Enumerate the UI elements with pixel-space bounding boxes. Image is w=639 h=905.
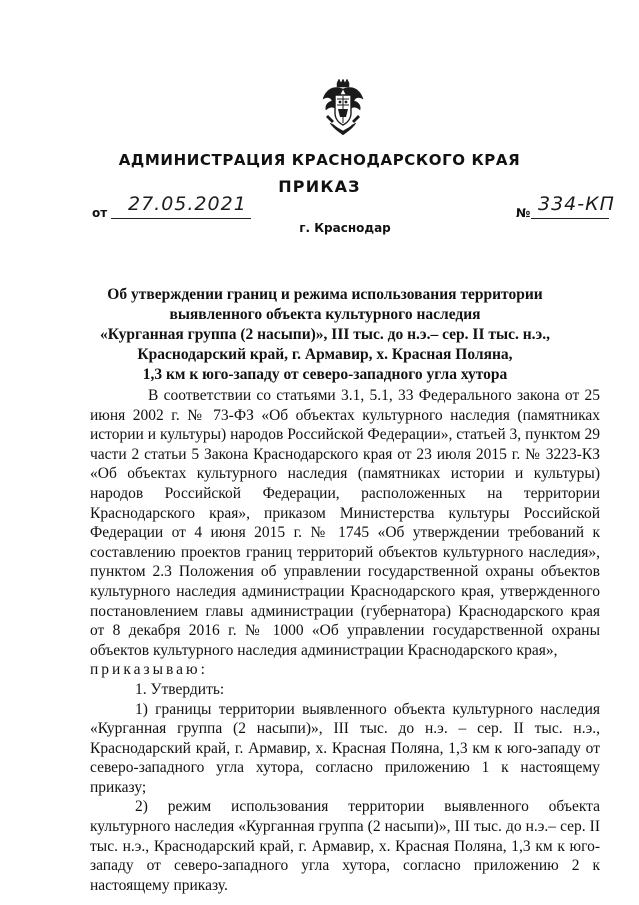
- item-1: 1. Утвердить:: [135, 680, 225, 698]
- document-title: [95, 285, 555, 385]
- coat-of-arms-icon: [322, 79, 364, 135]
- title-line: Краснодарский край, г. Армавир, х. Красная Поляна,: [137, 346, 513, 363]
- number-underline: [531, 218, 609, 219]
- number-value: 334-КП: [538, 193, 615, 215]
- title-line: 1,3 км к юго-западу от северо-западного угла хутора: [142, 366, 508, 383]
- item-1-2: 2) режим использования территории выявленного объекта культурного наследия «Курганная группа (2 насыпи)», III тыс. до н.э.– сер. II тыс. н.э., Краснодарский край, г. Армавир, х. Красная Поляна, 1,3 км к юго-западу от северо-западного угла хутора, согласно приложению 2 к настоящему приказу.: [90, 798, 600, 894]
- preamble-paragraph: В соответствии со статьями 3.1, 5.1, 33 Федерального закона от 25 июня 2002 г. № 73-ФЗ «Об объектах культурного наследия (памятниках истории и культуры) народов Российской Федерации», статьей 3, пунктом 29 части 2 статьи 5 Закона Краснодарского края от 23 июля 2015 г. № 3223-КЗ «Об объектах культурного наследия (памятниках истории и культуры) народов Российской Федерации, расположенных на территории Краснодарского края», приказом Министерства культуры Российской Федерации от 4 июня 2015 г. № 1745 «Об утверждении требований к составлению проектов границ территорий объектов культурного наследия», пунктом 2.3 Положения об управлении государственной охраны объектов культурного наследия администрации Краснодарского края, утвержденного постановлением главы администрации (губернатора) Краснодарского края от 8 декабря 2016 г. № 1000 «Об управлении государственной охраны объектов культурного наследия администрации Краснодарского края»,: [90, 387, 600, 659]
- date-underline: [111, 218, 251, 219]
- number-label: №: [516, 206, 531, 220]
- date-label: от: [92, 206, 108, 220]
- document-body: [90, 386, 600, 895]
- organization-name: АДМИНИСТРАЦИЯ КРАСНОДАРСКОГО КРАЯ: [118, 151, 521, 169]
- title-line: выявленного объекта культурного наследия: [169, 306, 481, 323]
- title-line: «Курганная группа (2 насыпи)», III тыс. до н.э.– сер. II тыс. н.э.,: [100, 326, 550, 343]
- city-name: г. Краснодар: [299, 221, 391, 235]
- title-line: Об утверждении границ и режима использования территории: [107, 286, 543, 303]
- order-word: приказываю:: [90, 661, 208, 679]
- item-1-1: 1) границы территории выявленного объекта культурного наследия «Курганная группа (2 насыпи)», III тыс. до н.э. – сер. II тыс. н.э., Краснодарский край, г. Армавир, х. Красная Поляна, 1,3 км к юго-западу от северо-западного угла хутора, согласно приложению 1 к настоящему приказу;: [90, 700, 600, 796]
- document-type: ПРИКАЗ: [278, 177, 361, 196]
- date-value: 27.05.2021: [128, 193, 247, 215]
